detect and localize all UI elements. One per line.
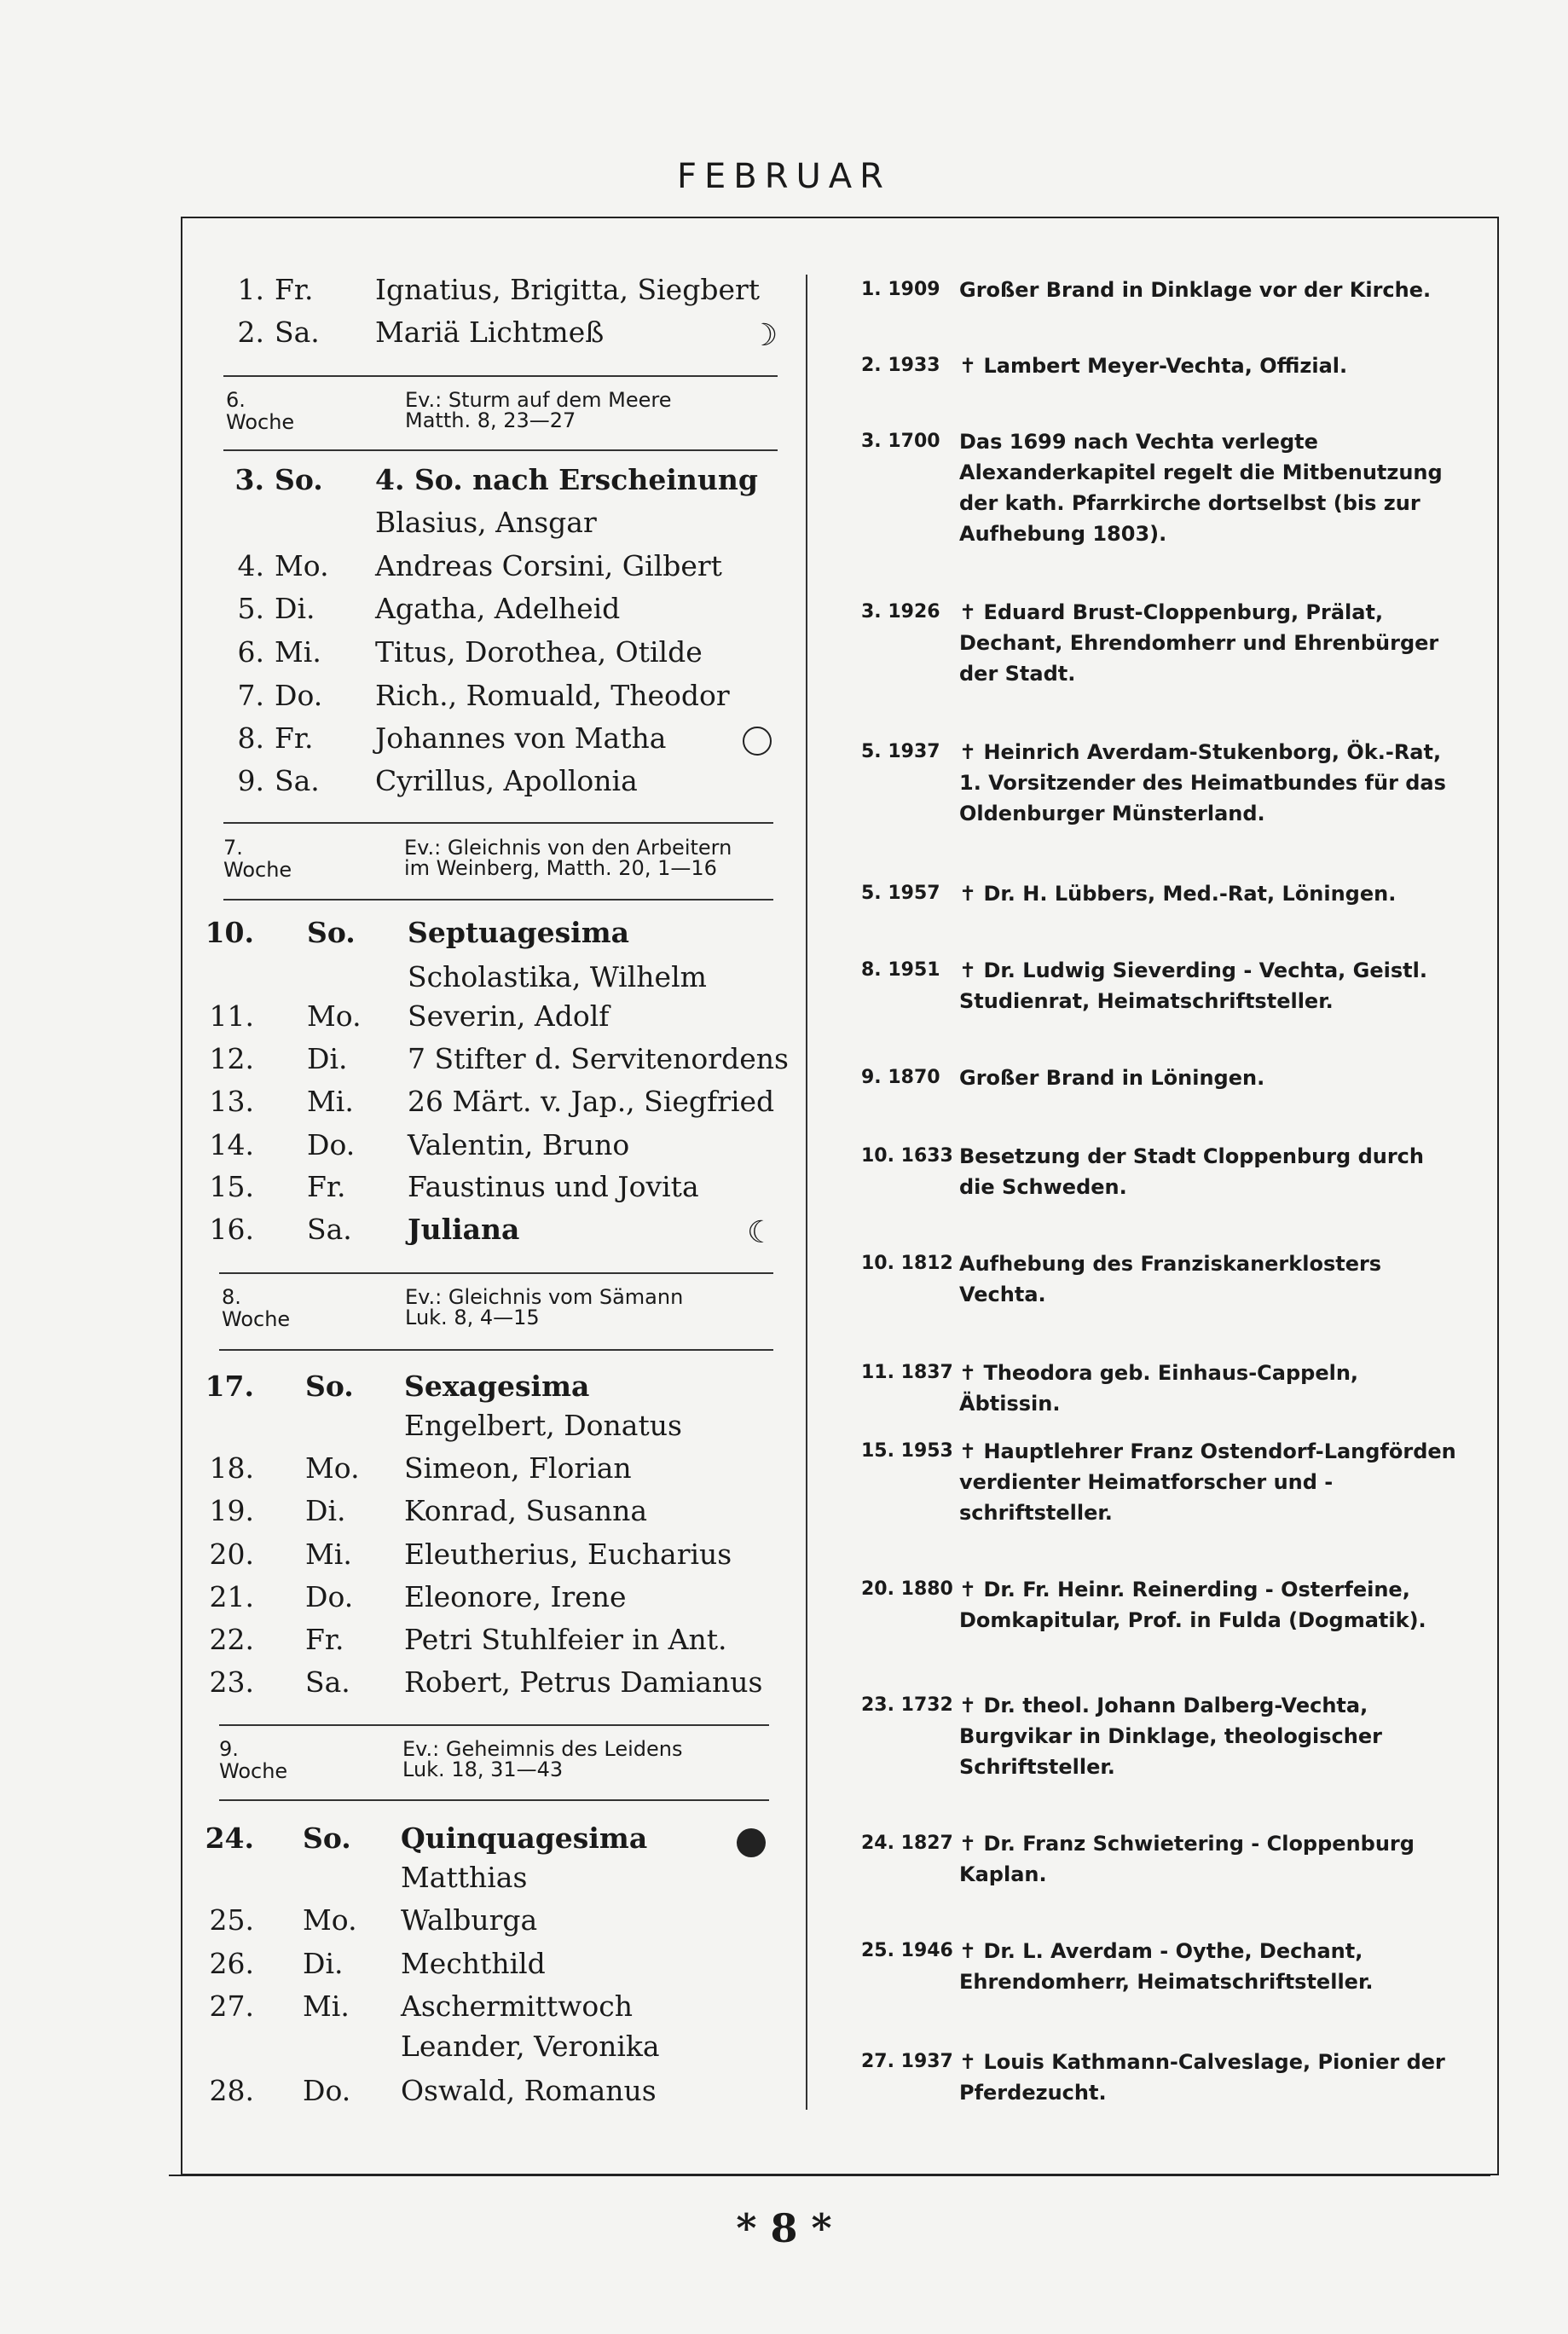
weekday: Fr. <box>307 1170 346 1203</box>
saint-name: Agatha, Adelheid <box>375 592 621 625</box>
first-quarter-moon-icon: ☽ <box>750 318 778 353</box>
weekday: Do. <box>307 1128 356 1161</box>
divider <box>219 1349 773 1351</box>
gospel-line: Ev.: Sturm auf dem Meere <box>405 388 672 412</box>
event-text: Großer Brand in Dinklage vor der Kirche. <box>959 278 1432 302</box>
new-moon-icon <box>737 1828 766 1857</box>
page-number: * 8 * <box>736 2205 832 2251</box>
event-date: 25. 1946 <box>861 1940 953 1961</box>
weekday: Mo. <box>275 549 329 582</box>
weekday: So. <box>303 1821 351 1855</box>
day-number: 6. <box>237 635 264 669</box>
event-date: 24. 1827 <box>861 1833 953 1854</box>
event-date: 15. 1953 <box>861 1440 953 1462</box>
weekday: Mo. <box>303 1903 357 1937</box>
saint-name: Matthias <box>401 1861 528 1894</box>
day-number: 25. <box>209 1903 254 1937</box>
weekday: Fr. <box>305 1623 344 1656</box>
day-number: 9. <box>237 764 264 797</box>
weekday: Sa. <box>307 1213 352 1246</box>
divider <box>223 449 778 451</box>
weekday: Di. <box>307 1042 348 1075</box>
event-date: 11. 1837 <box>861 1362 953 1383</box>
saint-name: Rich., Romuald, Theodor <box>375 679 730 712</box>
weekday: Mi. <box>275 635 321 669</box>
saint-name: Engelbert, Donatus <box>404 1409 682 1442</box>
event-text: ✝ Hauptlehrer Franz Ostendorf-Langförden verdienter Heimatforscher und -schriftsteller. <box>959 1439 1456 1525</box>
saint-name: Valentin, Bruno <box>408 1128 630 1161</box>
saint-name: Oswald, Romanus <box>401 2074 657 2107</box>
event-text: ✝ Dr. Fr. Heinr. Reinerding - Osterfeine, Domkapitular, Prof. in Fulda (Dogmatik). <box>959 1578 1426 1632</box>
event-text: ✝ Dr. theol. Johann Dalberg-Vechta, Burgvikar in Dinklage, theologischer Schriftsteller. <box>959 1694 1382 1779</box>
saint-name: Mechthild <box>401 1947 546 1980</box>
saint-name: Petri Stuhlfeier in Ant. <box>404 1623 727 1656</box>
saint-name: Simeon, Florian <box>404 1451 632 1485</box>
saint-name: Eleutherius, Eucharius <box>404 1538 732 1571</box>
gospel-line: Ev.: Gleichnis von den Arbeitern <box>404 836 732 860</box>
saint-name: 26 Märt. v. Jap., Siegfried <box>408 1085 775 1118</box>
saint-name: Robert, Petrus Damianus <box>404 1665 763 1699</box>
weekday: Sa. <box>275 316 320 349</box>
saint-name: Aschermittwoch <box>401 1989 634 2023</box>
day-number: 1. <box>237 273 264 306</box>
day-number: 13. <box>209 1085 254 1118</box>
weekday: Di. <box>303 1947 344 1980</box>
weekday: Fr. <box>275 273 314 306</box>
saint-name: Johannes von Matha <box>375 721 667 755</box>
day-number: 23. <box>209 1665 254 1699</box>
last-quarter-moon-icon: ☾ <box>747 1215 775 1250</box>
week-label: 9. Woche <box>219 1737 288 1783</box>
day-number: 27. <box>209 1989 254 2023</box>
saint-name: Konrad, Susanna <box>404 1494 648 1527</box>
day-number: 16. <box>209 1213 254 1246</box>
saint-name: Andreas Corsini, Gilbert <box>375 549 722 582</box>
day-number: 26. <box>209 1947 254 1980</box>
day-number: 14. <box>209 1128 254 1161</box>
event-text: ✝ Dr. L. Averdam - Oythe, Dechant, Ehrendomherr, Heimatschriftsteller. <box>959 1939 1374 1994</box>
weekday: Di. <box>305 1494 346 1527</box>
day-number: 12. <box>209 1042 254 1075</box>
event-date: 10. 1633 <box>861 1145 953 1167</box>
weekday: Do. <box>305 1580 354 1613</box>
gospel-ref: Luk. 18, 31—43 <box>402 1758 564 1781</box>
weekday: Sa. <box>305 1665 350 1699</box>
event-date: 27. 1937 <box>861 2051 953 2072</box>
event-text: Großer Brand in Löningen. <box>959 1066 1265 1090</box>
week-label: 6. Woche <box>226 388 295 434</box>
event-date: 3. 1700 <box>861 431 940 452</box>
saint-name: Ignatius, Brigitta, Siegbert <box>375 273 761 306</box>
weekday: Do. <box>275 679 323 712</box>
column-separator <box>806 275 807 2110</box>
saint-name: Mariä Lichtmeß <box>375 316 605 349</box>
gospel-line: Ev.: Geheimnis des Leidens <box>402 1737 683 1761</box>
weekday: Di. <box>275 592 315 625</box>
weekday: So. <box>275 463 323 496</box>
gospel-ref: Matth. 8, 23—27 <box>405 408 576 432</box>
event-date: 8. 1951 <box>861 959 940 981</box>
saint-name: Faustinus und Jovita <box>408 1170 699 1203</box>
event-text: Aufhebung des Franziskanerklosters Vechta. <box>959 1252 1382 1306</box>
divider <box>219 1272 773 1274</box>
event-text: ✝ Theodora geb. Einhaus-Cappeln, Äbtissin. <box>959 1361 1359 1416</box>
event-text: ✝ Dr. Franz Schwietering - Cloppenburg Kaplan. <box>959 1832 1415 1886</box>
weekday: Mo. <box>307 999 362 1033</box>
weekday: Do. <box>303 2074 351 2107</box>
saint-name: Cyrillus, Apollonia <box>375 764 638 797</box>
day-number: 8. <box>237 721 264 755</box>
day-number: 2. <box>237 316 264 349</box>
day-number: 24. <box>205 1821 254 1855</box>
divider <box>219 1799 769 1801</box>
event-text: ✝ Dr. Ludwig Sieverding - Vechta, Geistl. Studienrat, Heimatschriftsteller. <box>959 959 1427 1013</box>
weekday: Sa. <box>275 764 320 797</box>
day-number: 22. <box>209 1623 254 1656</box>
day-number: 5. <box>237 592 264 625</box>
divider <box>219 1724 769 1726</box>
week-label: 8. Woche <box>222 1285 291 1331</box>
saint-name: Walburga <box>401 1903 538 1937</box>
saint-name: Titus, Dorothea, Otilde <box>375 635 703 669</box>
day-number: 19. <box>209 1494 254 1527</box>
saint-name: Severin, Adolf <box>408 999 610 1033</box>
event-date: 9. 1870 <box>861 1067 940 1088</box>
event-text: ✝ Lambert Meyer-Vechta, Offizial. <box>959 354 1348 378</box>
day-number: 20. <box>209 1538 254 1571</box>
weekday: Mi. <box>307 1085 354 1118</box>
event-date: 5. 1937 <box>861 741 940 762</box>
weekday: Mi. <box>305 1538 352 1571</box>
day-number: 4. <box>237 549 264 582</box>
gospel-line: Ev.: Gleichnis vom Sämann <box>405 1285 684 1309</box>
event-text: ✝ Eduard Brust-Cloppenburg, Prälat, Dechant, Ehrendomherr und Ehrenbürger der Stadt. <box>959 600 1439 686</box>
day-number: 28. <box>209 2074 254 2107</box>
event-date: 5. 1957 <box>861 883 940 904</box>
divider <box>223 822 773 824</box>
day-number: 3. <box>234 463 264 496</box>
event-text: Besetzung der Stadt Cloppenburg durch die Schweden. <box>959 1144 1424 1199</box>
weekday: So. <box>305 1370 354 1403</box>
event-date: 1. 1909 <box>861 279 940 300</box>
saint-name: 4. So. nach Erscheinung <box>375 463 758 496</box>
saint-name: Blasius, Ansgar <box>375 506 597 539</box>
event-date: 23. 1732 <box>861 1694 953 1716</box>
day-number: 18. <box>209 1451 254 1485</box>
weekday: So. <box>307 916 356 949</box>
saint-name: Septuagesima <box>408 916 630 949</box>
day-number: 10. <box>205 916 254 949</box>
saint-name: Scholastika, Wilhelm <box>408 960 707 993</box>
saint-name: Juliana <box>408 1213 520 1246</box>
event-text: Das 1699 nach Vechta verlegte Alexanderkapitel regelt die Mitbenutzung der kath. Pfarrkirche dortselbst (bis zur Aufhebung 1803). <box>959 430 1443 546</box>
saint-name: 7 Stifter d. Servitenordens <box>408 1042 789 1075</box>
day-number: 15. <box>209 1170 254 1203</box>
weekday: Mi. <box>303 1989 350 2023</box>
gospel-ref: im Weinberg, Matth. 20, 1—16 <box>404 856 717 880</box>
week-label: 7. Woche <box>223 836 292 882</box>
day-number: 21. <box>209 1580 254 1613</box>
divider <box>223 899 773 901</box>
weekday: Fr. <box>275 721 314 755</box>
frame-bottom-rule <box>169 2175 1490 2176</box>
event-text: ✝ Louis Kathmann-Calveslage, Pionier der Pferdezucht. <box>959 2050 1445 2105</box>
event-text: ✝ Heinrich Averdam-Stukenborg, Ök.-Rat, 1. Vorsitzender des Heimatbundes für das Oldenburger Münsterland. <box>959 740 1446 825</box>
event-date: 2. 1933 <box>861 355 940 376</box>
full-moon-icon <box>743 727 772 756</box>
weekday: Mo. <box>305 1451 360 1485</box>
event-date: 10. 1812 <box>861 1253 953 1274</box>
saint-name: Sexagesima <box>404 1370 590 1403</box>
event-date: 20. 1880 <box>861 1578 953 1600</box>
event-text: ✝ Dr. H. Lübbers, Med.-Rat, Löningen. <box>959 882 1397 906</box>
page-title: FEBRUAR <box>677 157 891 196</box>
gospel-ref: Luk. 8, 4—15 <box>405 1306 540 1329</box>
divider <box>223 375 778 377</box>
saint-name: Eleonore, Irene <box>404 1580 627 1613</box>
saint-name: Quinquagesima <box>401 1821 648 1855</box>
day-number: 17. <box>205 1370 254 1403</box>
event-date: 3. 1926 <box>861 601 940 623</box>
day-number: 11. <box>209 999 254 1033</box>
day-number: 7. <box>237 679 264 712</box>
saint-name: Leander, Veronika <box>401 2030 660 2063</box>
